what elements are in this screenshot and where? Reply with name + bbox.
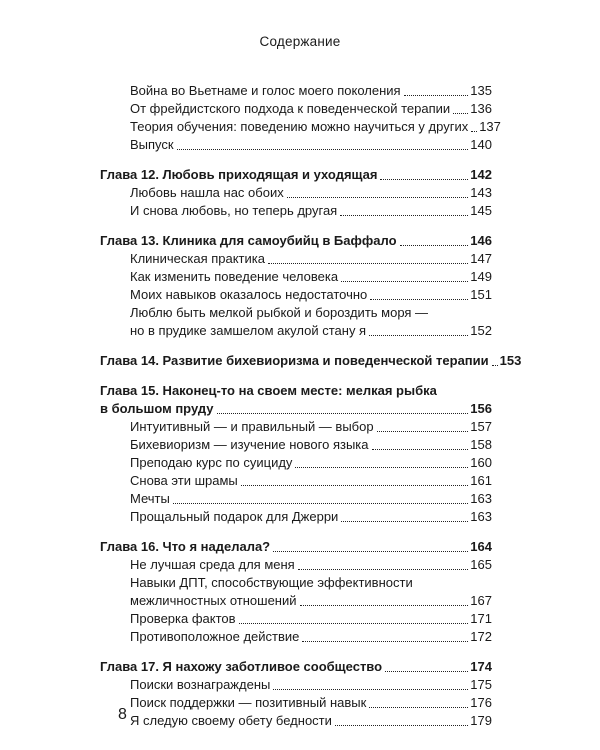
dot-leader (340, 215, 468, 216)
page-ref: 174 (470, 659, 492, 674)
page-ref: 158 (470, 437, 492, 452)
dot-leader (471, 131, 477, 132)
section-title: Противоположное действие (130, 629, 300, 644)
toc-section-entry[interactable] (100, 454, 492, 472)
dot-leader (177, 149, 469, 150)
entry-continuation: межличностных отношений (130, 593, 297, 608)
dot-leader (377, 431, 469, 432)
chapter-title: Глава 12. Любовь приходящая и уходящая (100, 167, 378, 182)
toc-section-entry[interactable] (100, 712, 492, 730)
toc-section-entry[interactable] (100, 250, 492, 268)
page-ref: 175 (470, 677, 492, 692)
entry-continuation: но в прудике замшелом акулой стану я (130, 323, 367, 338)
section-title: Преподаю курс по суициду (130, 455, 293, 470)
toc-section-entry[interactable] (100, 268, 492, 286)
page-ref: 171 (470, 611, 492, 626)
page-ref: 142 (470, 167, 492, 182)
toc-section-entry[interactable] (100, 202, 492, 220)
section-title: Мечты (130, 491, 170, 506)
section-title: Поиск поддержки — позитивный навык (130, 695, 367, 710)
section-title: Поиски вознаграждены (130, 677, 271, 692)
chapter-title: Глава 13. Клиника для самоубийц в Баффало (100, 233, 397, 248)
section-title: Война во Вьетнаме и голос моего поколения (130, 83, 401, 98)
page-ref: 161 (470, 473, 492, 488)
chapter-title: Глава 14. Развитие бихевиоризма и поведенческой терапии (100, 353, 489, 368)
page-ref: 137 (479, 119, 501, 134)
section-title: Навыки ДПТ, способствующие эффективности (130, 575, 413, 590)
chapter-title: Глава 15. Наконец-то на своем месте: мелкая рыбка (100, 383, 437, 398)
page-ref: 152 (470, 323, 492, 338)
dot-leader (369, 335, 468, 336)
section-title: Снова эти шрамы (130, 473, 238, 488)
section-title: Люблю быть мелкой рыбкой и бороздить моря — (130, 305, 429, 320)
toc-section-entry[interactable] (100, 118, 501, 136)
page-ref: 140 (470, 137, 492, 152)
page-ref: 146 (470, 233, 492, 248)
toc-section-entry[interactable] (100, 592, 492, 610)
dot-leader (453, 113, 468, 114)
page-ref: 136 (470, 101, 492, 116)
toc-section-entry[interactable] (100, 490, 492, 508)
entry-continuation: в большом пруду (100, 401, 214, 416)
dot-leader (335, 725, 468, 726)
page-ref: 167 (470, 593, 492, 608)
section-title: Интуитивный — и правильный — выбор (130, 419, 374, 434)
section-title: Проверка фактов (130, 611, 236, 626)
page-ref: 176 (470, 695, 492, 710)
dot-leader (341, 521, 468, 522)
dot-leader (400, 245, 469, 246)
toc-section-entry[interactable] (100, 82, 492, 100)
dot-leader (369, 707, 468, 708)
toc-section-entry[interactable] (100, 472, 492, 490)
dot-leader (302, 641, 468, 642)
toc-section-entry[interactable] (100, 628, 492, 646)
toc-section-entry[interactable] (100, 436, 492, 454)
table-of-contents (100, 82, 522, 730)
section-title: Как изменить поведение человека (130, 269, 339, 284)
section-gap (100, 154, 492, 166)
toc-section-entry[interactable] (100, 100, 492, 118)
page-ref: 163 (470, 509, 492, 524)
toc-chapter-entry[interactable] (100, 352, 522, 370)
page-ref: 164 (470, 539, 492, 554)
page-ref: 160 (470, 455, 492, 470)
page-ref: 135 (470, 83, 492, 98)
dot-leader (404, 95, 469, 96)
section-title: И снова любовь, но теперь другая (130, 203, 338, 218)
section-gap (100, 220, 492, 232)
dot-leader (370, 299, 468, 300)
dot-leader (287, 197, 469, 198)
toc-section-entry[interactable] (100, 184, 492, 202)
toc-section-entry[interactable] (100, 610, 492, 628)
dot-leader (492, 365, 498, 366)
dot-leader (380, 179, 468, 180)
page-ref: 172 (470, 629, 492, 644)
dot-leader (273, 689, 468, 690)
section-title: Любовь нашла нас обоих (130, 185, 284, 200)
dot-leader (241, 485, 469, 486)
page-ref: 156 (470, 401, 492, 416)
section-title: Я следую своему обету бедности (130, 713, 332, 728)
dot-leader (385, 671, 468, 672)
section-gap (100, 370, 492, 382)
section-title: От фрейдистского подхода к поведенческой терапии (130, 101, 451, 116)
toc-chapter-entry[interactable] (100, 658, 492, 676)
toc-section-entry[interactable] (100, 136, 492, 154)
toc-section-entry[interactable] (100, 676, 492, 694)
toc-chapter-entry[interactable] (100, 166, 492, 184)
page-title: Содержание (259, 34, 341, 49)
section-gap (100, 340, 492, 352)
chapter-title: Глава 17. Я нахожу заботливое сообщество (100, 659, 383, 674)
section-gap (100, 646, 492, 658)
dot-leader (173, 503, 468, 504)
toc-chapter-entry[interactable] (100, 400, 492, 418)
toc-section-entry[interactable] (100, 556, 492, 574)
page-ref: 151 (470, 287, 492, 302)
section-title: Теория обучения: поведению можно научиться у других (130, 119, 469, 134)
toc-chapter-entry[interactable] (100, 538, 492, 556)
page-ref: 179 (470, 713, 492, 728)
toc-section-entry[interactable] (100, 508, 492, 526)
page-ref: 143 (470, 185, 492, 200)
dot-leader (372, 449, 469, 450)
section-title: Бихевиоризм — изучение нового языка (130, 437, 369, 452)
section-title: Выпуск (130, 137, 174, 152)
chapter-title: Глава 16. Что я наделала? (100, 539, 271, 554)
toc-chapter-entry[interactable] (100, 232, 492, 250)
dot-leader (300, 605, 469, 606)
dot-leader (239, 623, 469, 624)
dot-leader (268, 263, 468, 264)
dot-leader (341, 281, 468, 282)
page-ref: 149 (470, 269, 492, 284)
dot-leader (273, 551, 468, 552)
page-ref: 145 (470, 203, 492, 218)
toc-section-entry[interactable] (100, 694, 492, 712)
dot-leader (217, 413, 469, 414)
toc-section-entry[interactable] (100, 322, 492, 340)
page-ref: 157 (470, 419, 492, 434)
page-ref: 147 (470, 251, 492, 266)
section-title: Моих навыков оказалось недостаточно (130, 287, 368, 302)
dot-leader (295, 467, 468, 468)
section-title: Клиническая практика (130, 251, 265, 266)
dot-leader (298, 569, 469, 570)
toc-section-entry[interactable] (100, 286, 492, 304)
section-gap (100, 526, 492, 538)
section-title: Не лучшая среда для меня (130, 557, 295, 572)
section-title: Прощальный подарок для Джерри (130, 509, 339, 524)
page-ref: 165 (470, 557, 492, 572)
page-number: 8 (118, 706, 127, 723)
page-ref: 163 (470, 491, 492, 506)
page-ref: 153 (499, 353, 522, 368)
toc-section-entry[interactable] (100, 418, 492, 436)
